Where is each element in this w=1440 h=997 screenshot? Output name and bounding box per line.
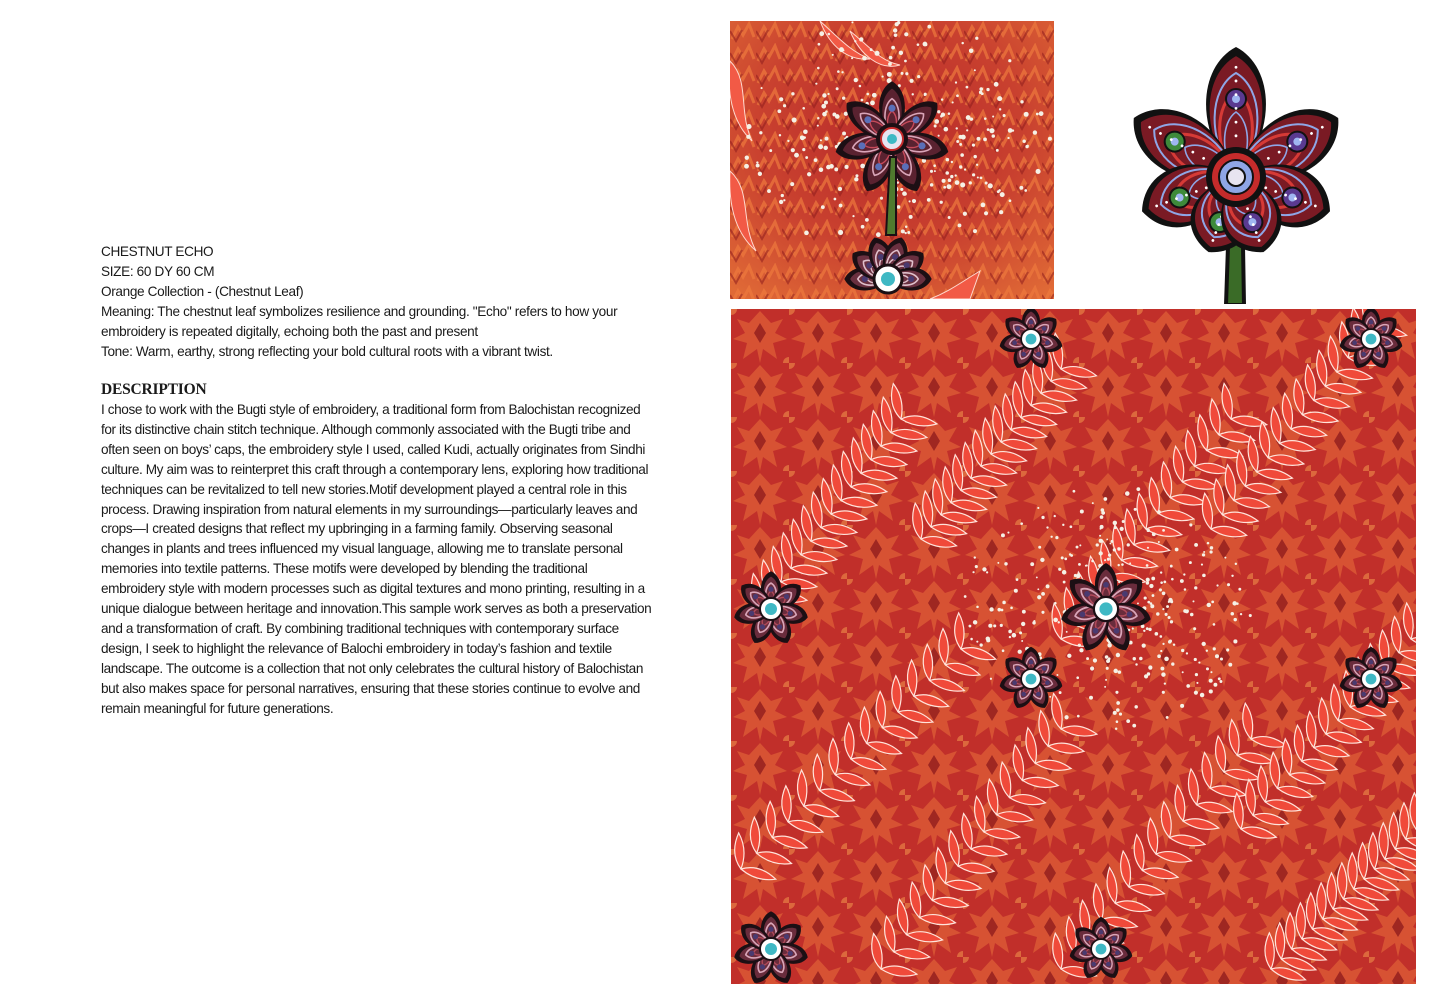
chestnut-leaf-motif-cutout — [1100, 14, 1372, 304]
description-body: I chose to work with the Bugti style of embroidery, a traditional form from Balochistan recognized for its distinctive chain stitch technique. Although commonly associated with the Bugti tribe and often seen on boys’ caps, the embroidery style I used, called Kudi, actually originates from Sindhi culture. My aim was to reinterpret this craft through a contemporary lens, exploring how traditional techniques can be revitalized to tell new stories.Motif development played a central role in this process. Drawing inspiration from natural elements in my surroundings—particularly leaves and crops—I created designs that reflect my upbringing in a farming family. Observing seasonal changes in plants and trees influenced my visual language, allowing me to translate personal memories into textile patterns. These motifs were developed by blending the traditional embroidery style with modern processes such as digital textures and mono printing, resulting in a unique dialogue between heritage and innovation.This sample work serves as both a preservation and a transformation of craft. By combining traditional techniques with contemporary surface design, I seek to highlight the relevance of Balochi embroidery in today’s fashion and textile landscape. The outcome is a collection that not only celebrates the cultural history of Balochistan but also makes space for personal narratives, ensuring that these stories continue to evolve and remain meaningful for future generations. — [101, 402, 652, 716]
digital-print-fabric-sample — [731, 309, 1416, 984]
artwork-collection: Orange Collection - (Chestnut Leaf) — [101, 284, 304, 299]
fabric-print-illustration — [731, 309, 1416, 984]
text-column — [101, 242, 653, 719]
artwork-specs — [101, 242, 653, 362]
embroidery-detail-illustration — [730, 21, 1054, 299]
description-heading: DESCRIPTION — [101, 381, 207, 398]
artwork-title: CHESTNUT ECHO — [101, 244, 214, 259]
embroidery-detail-photo — [730, 21, 1054, 299]
chestnut-leaf-illustration — [1100, 14, 1372, 304]
artwork-meaning: Meaning: The chestnut leaf symbolizes resilience and grounding. "Echo" refers to how your embroidery is repeated digitally, echoing both the past and present — [101, 304, 618, 339]
artwork-tone: Tone: Warm, earthy, strong reflecting your bold cultural roots with a vibrant twist. — [101, 344, 553, 359]
artwork-size: SIZE: 60 DY 60 CM — [101, 264, 215, 279]
